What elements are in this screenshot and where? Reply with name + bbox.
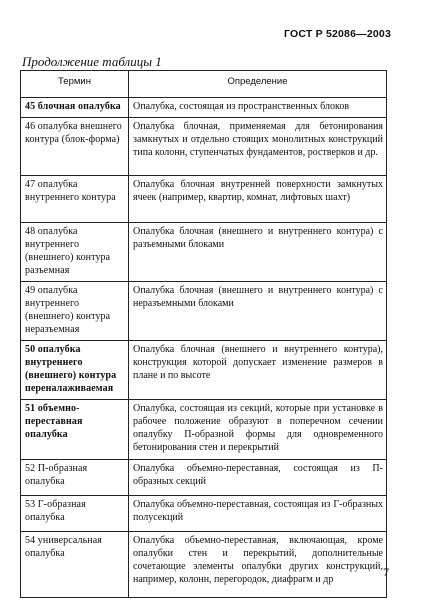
- table-row: [21, 118, 387, 176]
- term-cell: 51 объемно-переставная опалубка: [21, 400, 129, 460]
- definition-cell: Опалубка, состоящая из пространственных блоков: [129, 98, 387, 118]
- definition-cell: Опалубка блочная (внешнего и внутреннего контура) с неразъемными блоками: [129, 282, 387, 341]
- term-cell: 53 Г-образная опалубка: [21, 496, 129, 532]
- term-cell: 52 П-образная опалубка: [21, 460, 129, 496]
- table-row: [21, 341, 387, 400]
- column-header-term: Термин: [21, 71, 129, 98]
- standard-code: ГОСТ Р 52086—2003: [283, 28, 391, 40]
- table-caption: Продолжение таблицы 1: [22, 54, 162, 69]
- definition-cell: Опалубка объемно-переставная, состоящая из П-образных секций: [129, 460, 387, 496]
- definition-cell: Опалубка блочная внутренней поверхности замкнутых ячеек (например, квартир, комнат, лифтовых шахт): [129, 176, 387, 223]
- table-row: [21, 532, 387, 598]
- definition-cell: Опалубка блочная (внешнего и внутреннего контура), конструкция которой допускает изменение размеров в плане и по высоте: [129, 341, 387, 400]
- definition-cell: Опалубка объемно-переставная, состоящая из Г-образных полусекций: [129, 496, 387, 532]
- table-row: [21, 400, 387, 460]
- terms-table: [20, 70, 387, 598]
- term-cell: 50 опалубка внутреннего (внешнего) контура переналаживаемая: [21, 341, 129, 400]
- table-row: [21, 460, 387, 496]
- table-row: [21, 496, 387, 532]
- term-cell: 48 опалубка внутреннего (внешнего) контура разъемная: [21, 223, 129, 282]
- term-cell: 47 опалубка внутреннего контура: [21, 176, 129, 223]
- table-row: [21, 98, 387, 118]
- definition-cell: Опалубка блочная, применяемая для бетонирования замкнутых и отдельно стоящих монолитных конструкций типа колонн, ступенчатых фундаментов, ростверков и др.: [129, 118, 387, 176]
- term-cell: 45 блочная опалубка: [21, 98, 129, 118]
- term-cell: 46 опалубка внешнего контура (блок-форма): [21, 118, 129, 176]
- term-cell: 54 универсальная опалубка: [21, 532, 129, 598]
- definition-cell: Опалубка блочная (внешнего и внутреннего контура) с разъемными блоками: [129, 223, 387, 282]
- definition-cell: Опалубка объемно-переставная, включающая, кроме опалубки стен и перекрытий, дополнительные сочетающие элементы опалубки других конструкций, например, колонн, перегородок, диафрагм и др: [129, 532, 387, 598]
- term-cell: 49 опалубка внутреннего (внешнего) контура неразъемная: [21, 282, 129, 341]
- column-header-definition: Определение: [129, 71, 387, 98]
- table-row: [21, 176, 387, 223]
- page-number: 7: [383, 565, 389, 579]
- definition-cell: Опалубка, состоящая из секций, которые при установке в рабочее положение образуют в поперечном сечении опалубку П-образной формы для одновременного бетонирования стен и перекрытий: [129, 400, 387, 460]
- table-row: [21, 223, 387, 282]
- table-row: [21, 282, 387, 341]
- table-header-row: [21, 71, 387, 98]
